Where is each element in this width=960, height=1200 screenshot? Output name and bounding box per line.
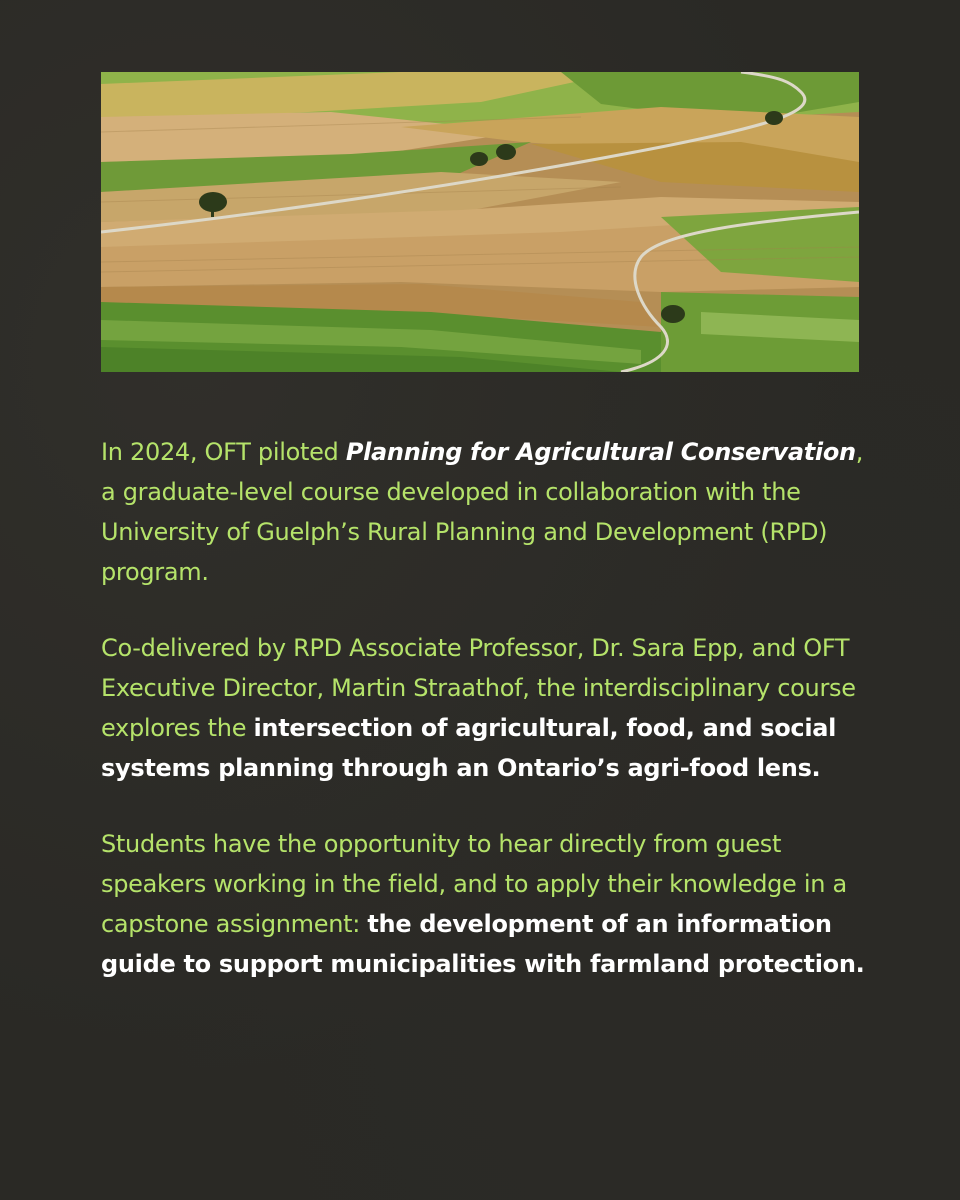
delivery-emphasis: intersection of agricultural, food, and social systems planning through an Ontario’s agri-food lens.	[101, 714, 837, 782]
paragraph-delivery	[101, 628, 871, 788]
intro-text: In 2024, OFT piloted	[101, 438, 346, 466]
paragraph-intro	[101, 432, 871, 592]
body-copy	[101, 432, 871, 1020]
intro-text-continued: , a graduate-level course developed in collaboration with the University of Guelph’s Rural Planning and Development (RPD) program.	[101, 438, 864, 586]
course-title: Planning for Agricultural Conservation	[345, 438, 856, 466]
students-text: Students have the opportunity to hear directly from guest speakers working in the field, and to apply their knowledge in a capstone assignment:	[101, 830, 847, 938]
farmland-photo	[101, 72, 859, 372]
paragraph-students	[101, 824, 871, 984]
students-emphasis: the development of an information guide to support municipalities with farmland protection.	[101, 910, 865, 978]
farmland-illustration	[101, 72, 859, 372]
delivery-text: Co-delivered by RPD Associate Professor, Dr. Sara Epp, and OFT Executive Director, Martin Straathof, the interdisciplinary course explores the	[101, 634, 856, 742]
